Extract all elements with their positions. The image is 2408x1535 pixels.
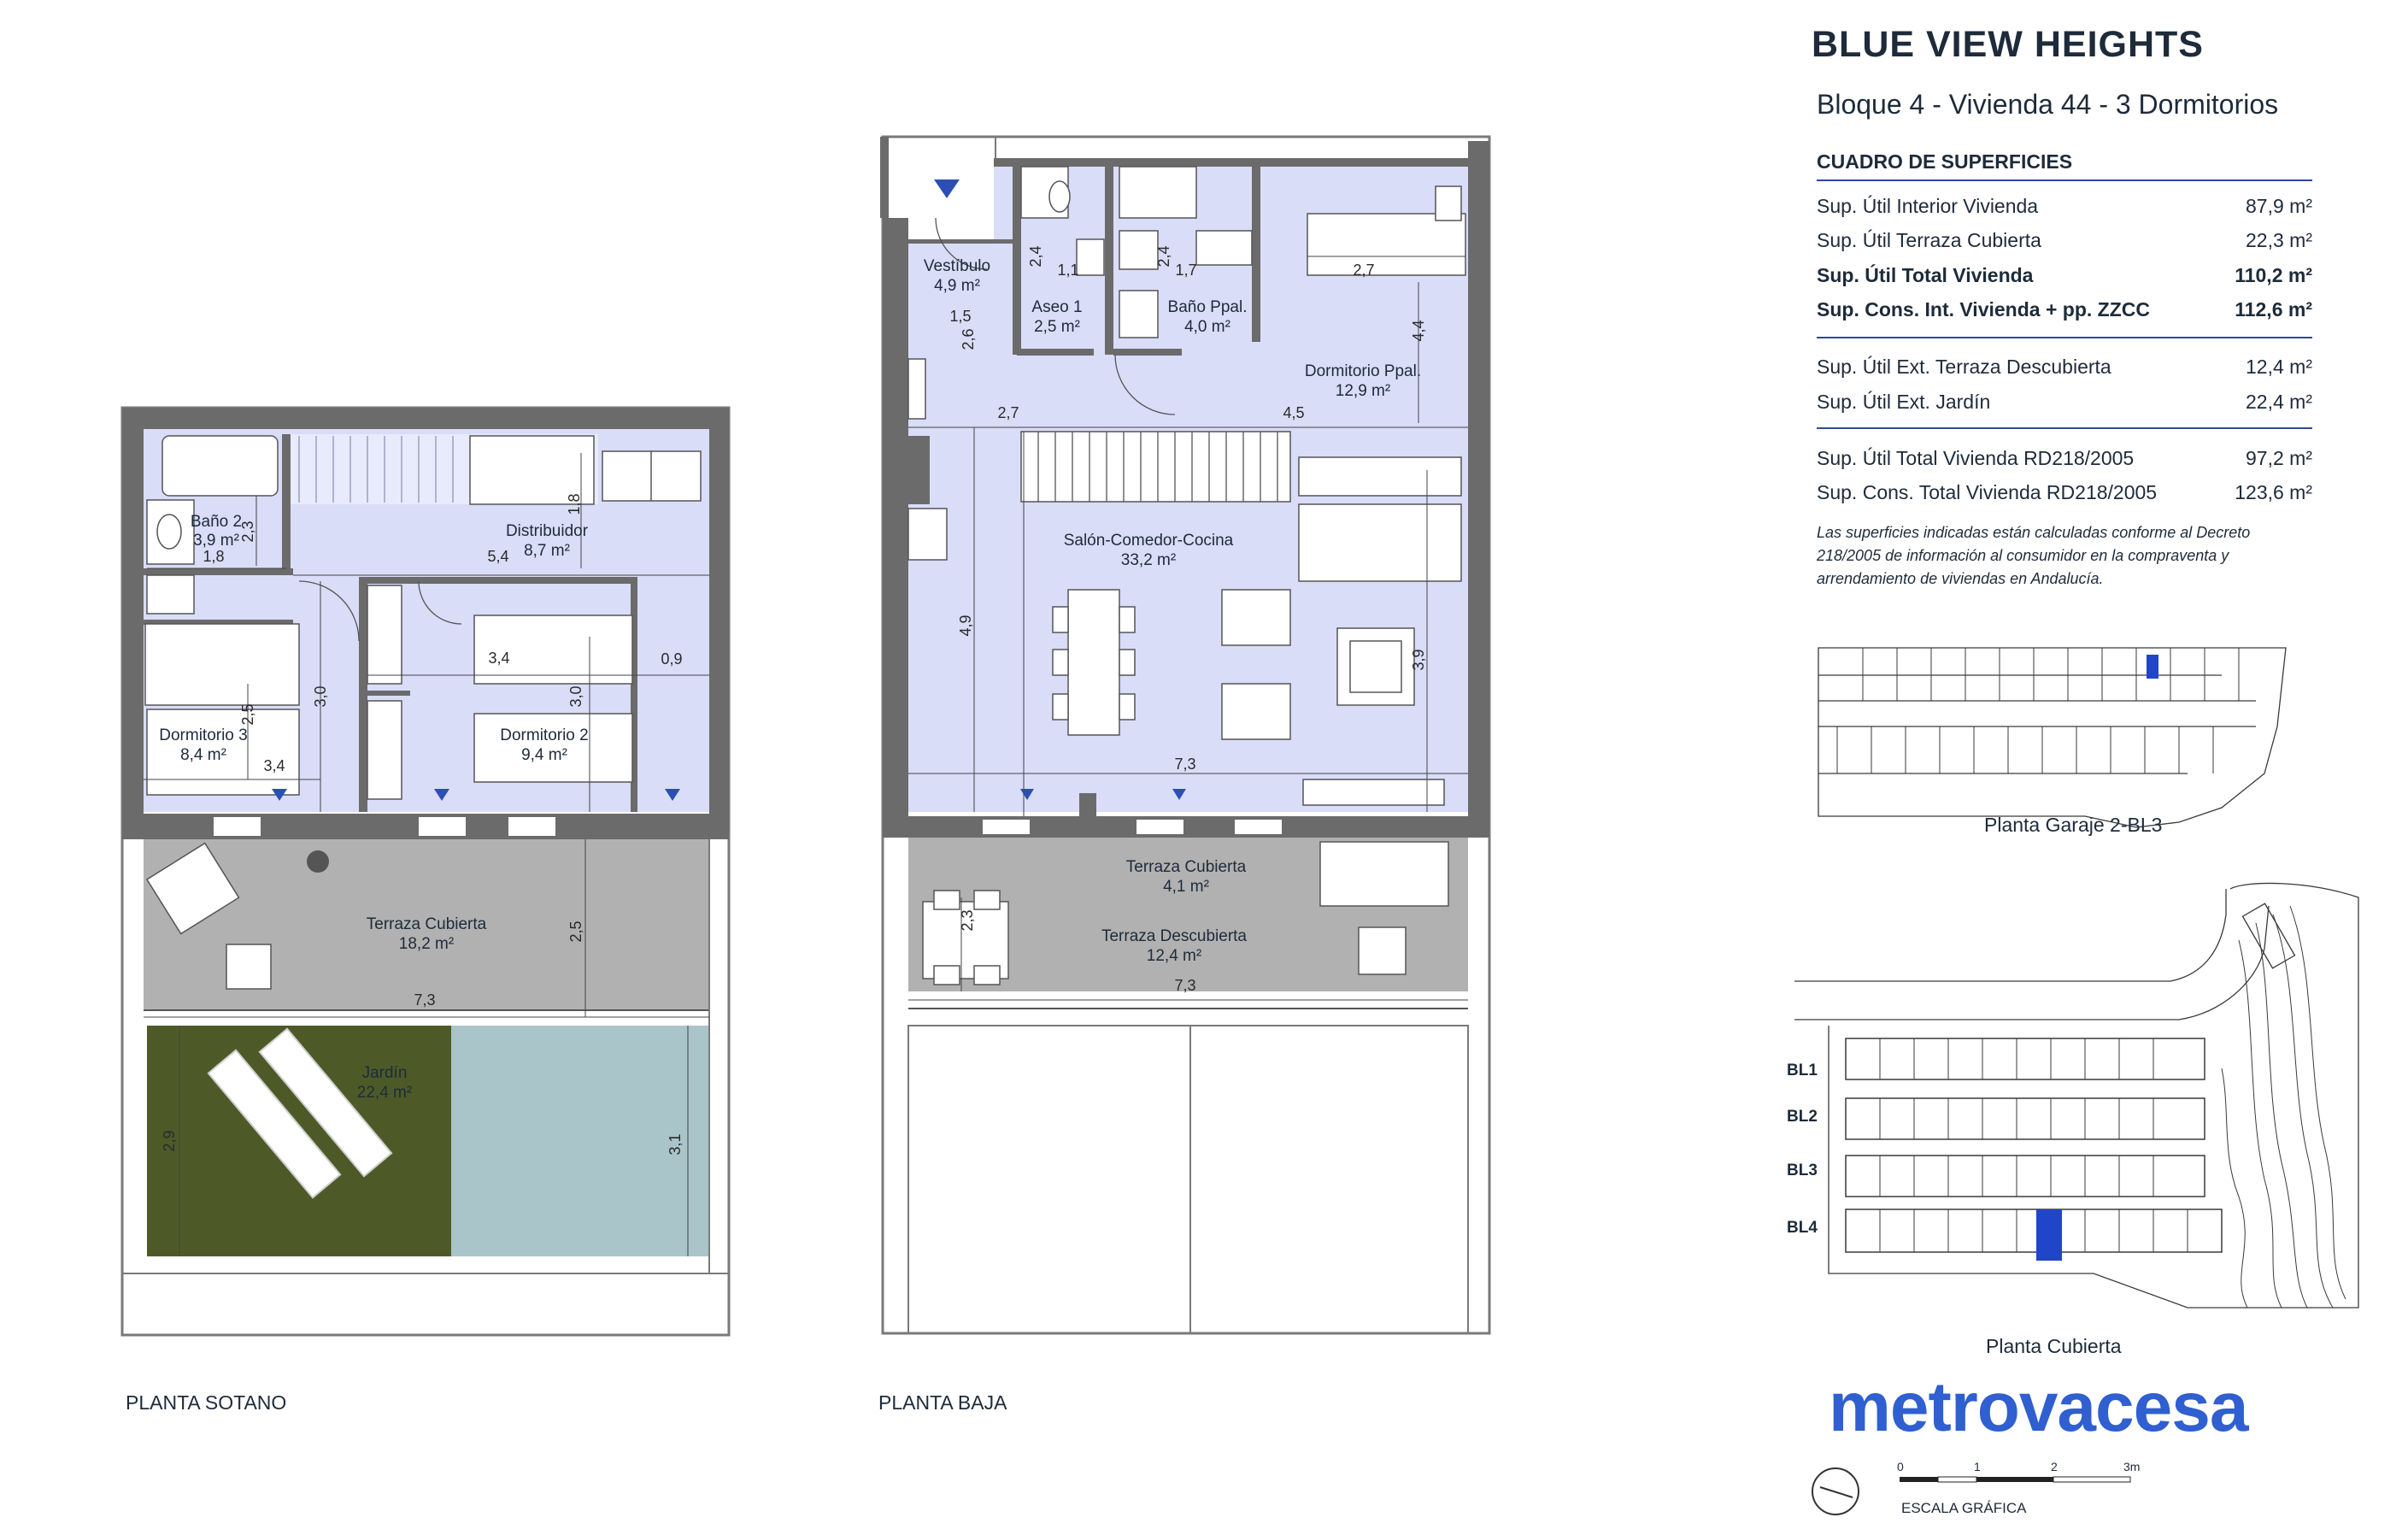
block-label: BL2 xyxy=(1787,1108,1818,1126)
room-label: Baño Ppal. xyxy=(1167,298,1248,316)
room-area: 33,2 m² xyxy=(1120,551,1177,569)
room-label: Aseo 1 xyxy=(1031,298,1083,316)
dimension: 1,5 xyxy=(949,308,972,325)
scale-label: ESCALA GRÁFICA xyxy=(1901,1500,2027,1516)
surface-value: 123,6 m² xyxy=(2235,481,2312,503)
room-label: Terraza Cubierta xyxy=(1125,858,1247,876)
brand-logo: metrovacesa xyxy=(1829,1368,2248,1446)
surface-label: Sup. Útil Ext. Jardín xyxy=(1817,391,1991,413)
dimension: 1,8 xyxy=(203,548,225,565)
surface-value: 87,9 m² xyxy=(2246,195,2312,217)
surface-row xyxy=(1817,356,2312,379)
divider xyxy=(1817,427,2312,429)
room-area: 4,0 m² xyxy=(1184,318,1230,336)
room-area: 8,7 m² xyxy=(524,542,570,560)
scale-tick: 0 xyxy=(1897,1460,1904,1473)
dimension: 7,3 xyxy=(1174,977,1196,994)
surface-row xyxy=(1817,195,2312,218)
roof-caption: Planta Cubierta xyxy=(1986,1335,2122,1357)
dimension: 7,3 xyxy=(414,991,436,1009)
scale-tick: 2 xyxy=(2051,1460,2058,1473)
scale-tick: 1 xyxy=(1974,1460,1981,1473)
room-area: 4,1 m² xyxy=(1163,878,1209,896)
plan-sotano xyxy=(122,408,729,1335)
room-label: Dormitorio 2 xyxy=(500,726,589,744)
dimension: 5,4 xyxy=(487,548,509,565)
dimension: 2,7 xyxy=(1353,262,1375,279)
room-label: Vestíbulo xyxy=(923,257,991,275)
room-label: Salón-Comedor-Cocina xyxy=(1063,532,1234,550)
cuadro-heading: CUADRO DE SUPERFICIES xyxy=(1817,150,2073,173)
dimension: 1,8 xyxy=(566,493,583,515)
room-area: 9,4 m² xyxy=(521,746,567,764)
dimension: 2,4 xyxy=(1155,245,1172,268)
surface-value: 12,4 m² xyxy=(2246,356,2312,378)
room-label: Jardín xyxy=(361,1064,408,1082)
dimension: 3,4 xyxy=(263,757,285,774)
surface-label: Sup. Útil Terraza Cubierta xyxy=(1817,229,2041,251)
room-area: 12,9 m² xyxy=(1335,382,1391,400)
dimension: 2,3 xyxy=(959,909,976,932)
surface-label: Sup. Útil Ext. Terraza Descubierta xyxy=(1817,356,2111,378)
room-label: Dormitorio Ppal. xyxy=(1304,362,1422,380)
dimension: 3,0 xyxy=(567,685,584,708)
surface-row xyxy=(1817,447,2312,470)
dimension: 3,0 xyxy=(312,685,329,708)
dimension: 0,9 xyxy=(661,650,683,668)
surface-value: 97,2 m² xyxy=(2246,447,2312,469)
surface-row xyxy=(1817,298,2312,321)
room-label: Dormitorio 3 xyxy=(159,726,248,744)
scale-tick: 3m xyxy=(2123,1460,2141,1473)
block-label: BL4 xyxy=(1787,1219,1818,1237)
surface-label: Sup. Útil Total Vivienda xyxy=(1817,264,2034,286)
surface-label: Sup. Cons. Int. Vivienda + pp. ZZCC xyxy=(1817,298,2150,321)
dimension: 2,6 xyxy=(960,328,977,350)
room-area: 4,9 m² xyxy=(934,277,980,295)
surface-row xyxy=(1817,481,2312,504)
dimension: 7,3 xyxy=(1174,756,1196,773)
surface-label: Sup. Útil Total Vivienda RD218/2005 xyxy=(1817,447,2135,469)
room-label: Terraza Descubierta xyxy=(1101,927,1248,945)
room-label: Baño 2 xyxy=(190,513,243,531)
surface-value: 112,6 m² xyxy=(2235,298,2312,321)
room-label: Distribuidor xyxy=(505,522,589,540)
plan-baja-caption: PLANTA BAJA xyxy=(878,1391,1007,1414)
garage-caption: Planta Garaje 2-BL3 xyxy=(1984,814,2163,836)
plan-baja xyxy=(880,137,1489,1333)
project-title: BLUE VIEW HEIGHTS xyxy=(1812,24,2204,65)
surface-row xyxy=(1817,229,2312,252)
surface-label: Sup. Útil Interior Vivienda xyxy=(1817,195,2039,217)
divider xyxy=(1817,179,2312,181)
dimension: 4,5 xyxy=(1283,404,1305,421)
unit-subtitle: Bloque 4 - Vivienda 44 - 3 Dormitorios xyxy=(1817,89,2279,120)
room-area: 8,4 m² xyxy=(180,746,226,764)
room-area: 3,9 m² xyxy=(193,532,239,550)
dimension: 2,5 xyxy=(567,920,584,943)
dimension: 1,1 xyxy=(1057,262,1079,279)
surface-label: Sup. Cons. Total Vivienda RD218/2005 xyxy=(1817,481,2158,503)
room-area: 22,4 m² xyxy=(356,1084,413,1102)
decree-note: Las superficies indicadas están calculadas conforme al Decreto 218/2005 de información al consumidor en la compraventa y arrendamiento de viviendas en Andalucía. xyxy=(1817,524,2251,587)
divider xyxy=(1817,337,2312,338)
surface-value: 22,4 m² xyxy=(2246,391,2312,413)
surface-value: 110,2 m² xyxy=(2235,264,2312,286)
dimension: 2,5 xyxy=(239,703,256,726)
surface-row xyxy=(1817,264,2312,287)
surface-value: 22,3 m² xyxy=(2246,229,2312,251)
dimension: 2,7 xyxy=(997,404,1019,421)
dimension: 2,4 xyxy=(1027,245,1044,268)
room-label: Terraza Cubierta xyxy=(366,915,487,933)
dimension: 4,4 xyxy=(1410,320,1427,342)
block-label: BL1 xyxy=(1787,1062,1818,1079)
dimension: 4,9 xyxy=(957,615,974,637)
surface-row xyxy=(1817,391,2312,414)
plan-sotano-caption: PLANTA SOTANO xyxy=(126,1391,287,1414)
dimension: 2,9 xyxy=(161,1130,178,1152)
dimension: 3,4 xyxy=(488,650,510,667)
dimension: 1,7 xyxy=(1175,262,1197,279)
info-panel xyxy=(1812,0,2401,1535)
room-area: 2,5 m² xyxy=(1034,318,1080,336)
dimension: 3,1 xyxy=(667,1133,684,1156)
room-area: 12,4 m² xyxy=(1146,947,1202,965)
dimension: 3,9 xyxy=(1410,649,1427,671)
block-label: BL3 xyxy=(1787,1162,1818,1179)
dimension: 2,3 xyxy=(239,520,256,543)
room-area: 18,2 m² xyxy=(398,935,455,953)
